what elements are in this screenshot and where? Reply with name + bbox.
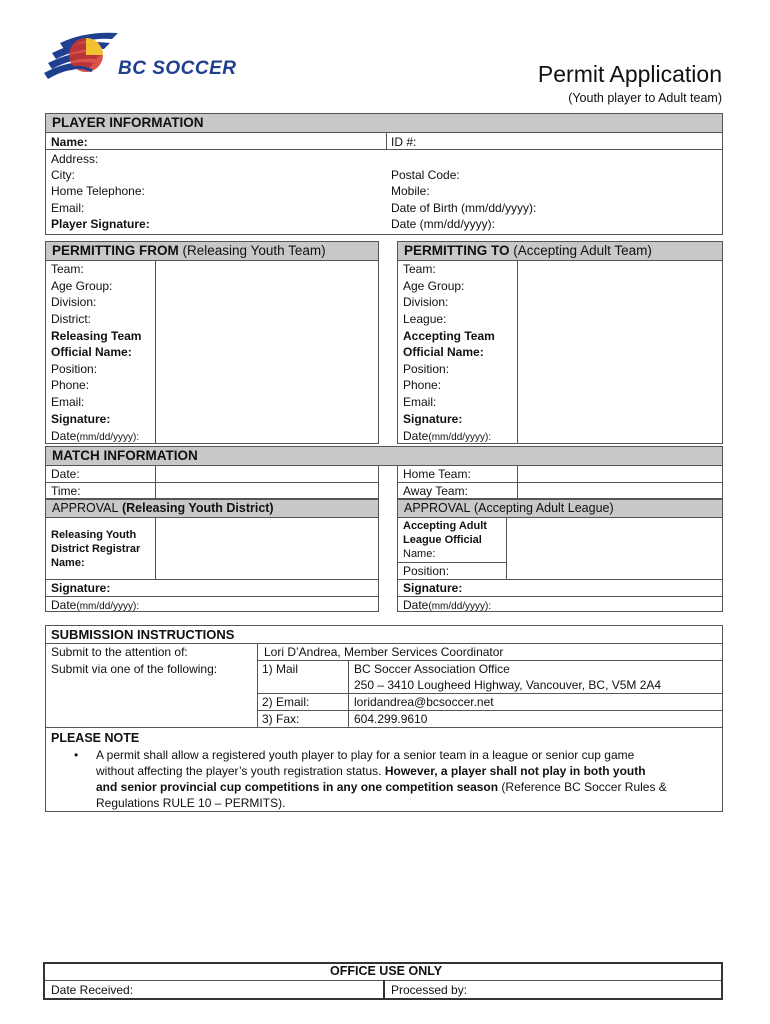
to-team-label: Team: bbox=[403, 262, 436, 276]
approval-right-label-3: Name: bbox=[403, 548, 436, 560]
brand-name: BC SOCCER bbox=[118, 58, 237, 79]
approval-right-date-prefix: Date bbox=[403, 598, 429, 612]
player-home-phone-label: Home Telephone: bbox=[51, 184, 145, 198]
note-line-2-normal: without affecting the player’s youth registration status. bbox=[96, 764, 385, 778]
submission-attention-label: Submit to the attention of: bbox=[51, 645, 188, 659]
to-phone-label: Phone: bbox=[403, 378, 442, 392]
from-team-label: Team: bbox=[51, 262, 84, 276]
permitting-to-header bbox=[397, 241, 723, 261]
permitting-from-title: PERMITTING FROM bbox=[52, 243, 179, 258]
match-away-team-label: Away Team: bbox=[403, 484, 468, 498]
from-division-label: Division: bbox=[51, 295, 97, 309]
from-signature-label: Signature: bbox=[51, 412, 111, 426]
match-info-header: MATCH INFORMATION bbox=[45, 446, 723, 466]
to-signature-label: Signature: bbox=[403, 412, 463, 426]
bc-soccer-logo bbox=[40, 25, 250, 87]
note-line-2 bbox=[96, 764, 646, 778]
note-line-1: A permit shall allow a registered youth player to play for a senior team in a league or senior cup game bbox=[96, 748, 635, 762]
submission-fax-label: 3) Fax: bbox=[262, 712, 300, 726]
approval-left-header bbox=[45, 499, 379, 518]
note-line-3 bbox=[96, 780, 667, 794]
permitting-to-note: (Accepting Adult Team) bbox=[513, 243, 652, 258]
approval-left-label-2: District Registrar bbox=[51, 543, 141, 555]
to-date-label bbox=[403, 429, 491, 445]
approval-right-title: APPROVAL bbox=[404, 501, 471, 515]
player-email-label: Email: bbox=[51, 201, 85, 215]
from-email-label: Email: bbox=[51, 395, 85, 409]
match-date-label: Date: bbox=[51, 467, 80, 481]
to-age-group-label: Age Group: bbox=[403, 279, 465, 293]
permitting-from-note: (Releasing Youth Team) bbox=[182, 243, 326, 258]
note-line-2-bold: However, a player shall not play in both youth bbox=[384, 764, 646, 778]
note-bullet: • bbox=[74, 748, 79, 762]
player-signature-label: Player Signature: bbox=[51, 217, 150, 231]
submission-mail-line2: 250 – 3410 Lougheed Highway, Vancouver, BC, V5M 2A4 bbox=[354, 678, 662, 692]
from-phone-label: Phone: bbox=[51, 378, 90, 392]
submission-email-label: 2) Email: bbox=[262, 695, 310, 709]
submission-fax-value: 604.299.9610 bbox=[354, 712, 428, 726]
from-age-group-label: Age Group: bbox=[51, 279, 113, 293]
office-processed-by-label: Processed by: bbox=[391, 983, 468, 997]
match-time-label: Time: bbox=[51, 484, 81, 498]
to-date-format: (mm/dd/yyyy): bbox=[428, 432, 492, 443]
to-division-label: Division: bbox=[403, 295, 449, 309]
player-postal-label: Postal Code: bbox=[391, 168, 460, 182]
note-line-4: Regulations RULE 10 – PERMITS). bbox=[96, 796, 286, 810]
to-position-label: Position: bbox=[403, 362, 450, 376]
page-title: Permit Application bbox=[537, 61, 722, 87]
approval-right-label-2: League Official bbox=[403, 534, 482, 546]
office-date-received-label: Date Received: bbox=[51, 983, 134, 997]
approval-right-note: (Accepting Adult League) bbox=[473, 501, 614, 515]
approval-right-date-label bbox=[403, 598, 491, 614]
player-mobile-label: Mobile: bbox=[391, 184, 430, 198]
submission-via-label: Submit via one of the following: bbox=[51, 662, 218, 676]
permitting-from-header bbox=[45, 241, 379, 261]
submission-mail-label: 1) Mail bbox=[262, 662, 299, 676]
from-date-prefix: Date bbox=[51, 429, 77, 443]
approval-right-position-label: Position: bbox=[403, 564, 450, 578]
submission-header: SUBMISSION INSTRUCTIONS bbox=[51, 627, 235, 642]
from-official-name-label: Official Name: bbox=[51, 345, 132, 359]
approval-left-title: APPROVAL bbox=[52, 501, 119, 515]
approval-right-label-1: Accepting Adult bbox=[403, 520, 487, 532]
approval-right-signature-label: Signature: bbox=[403, 581, 463, 595]
approval-left-signature-label: Signature: bbox=[51, 581, 111, 595]
logo-swoosh-icon bbox=[40, 25, 130, 85]
approval-left-date-prefix: Date bbox=[51, 598, 77, 612]
from-date-label bbox=[51, 429, 139, 445]
player-city-label: City: bbox=[51, 168, 75, 182]
from-releasing-team-label: Releasing Team bbox=[51, 329, 142, 343]
note-header: PLEASE NOTE bbox=[51, 731, 140, 745]
office-use-header: OFFICE USE ONLY bbox=[330, 964, 443, 978]
approval-left-date-label bbox=[51, 598, 139, 614]
submission-attention-value: Lori D’Andrea, Member Services Coordinator bbox=[264, 645, 504, 659]
match-home-team-label: Home Team: bbox=[403, 467, 471, 481]
submission-mail-line1: BC Soccer Association Office bbox=[354, 662, 510, 676]
approval-left-label-3: Name: bbox=[51, 557, 85, 569]
player-id-label: ID #: bbox=[391, 135, 417, 149]
player-dob-label: Date of Birth (mm/dd/yyyy): bbox=[391, 201, 537, 215]
approval-left-label-1: Releasing Youth bbox=[51, 529, 137, 541]
note-line-3-bold: and senior provincial cup competitions in any one competition season bbox=[96, 780, 499, 794]
from-position-label: Position: bbox=[51, 362, 98, 376]
approval-right-date-format: (mm/dd/yyyy): bbox=[428, 601, 492, 612]
approval-left-note: (Releasing Youth District) bbox=[121, 501, 274, 515]
from-date-format: (mm/dd/yyyy): bbox=[76, 432, 140, 443]
approval-left-date-format: (mm/dd/yyyy): bbox=[76, 601, 140, 612]
approval-right-header bbox=[397, 499, 723, 518]
player-address-label: Address: bbox=[51, 152, 99, 166]
submission-email-value: loridandrea@bcsoccer.net bbox=[354, 695, 494, 709]
to-official-name-label: Official Name: bbox=[403, 345, 484, 359]
player-date-label: Date (mm/dd/yyyy): bbox=[391, 217, 496, 231]
player-info-header: PLAYER INFORMATION bbox=[45, 113, 723, 133]
to-email-label: Email: bbox=[403, 395, 437, 409]
to-date-prefix: Date bbox=[403, 429, 429, 443]
to-league-label: League: bbox=[403, 312, 447, 326]
to-accepting-team-label: Accepting Team bbox=[403, 329, 495, 343]
from-district-label: District: bbox=[51, 312, 91, 326]
player-name-label: Name: bbox=[51, 135, 88, 149]
permitting-to-title: PERMITTING TO bbox=[404, 243, 510, 258]
page-subtitle: (Youth player to Adult team) bbox=[568, 91, 722, 105]
note-line-3-normal: (Reference BC Soccer Rules & bbox=[498, 780, 667, 794]
